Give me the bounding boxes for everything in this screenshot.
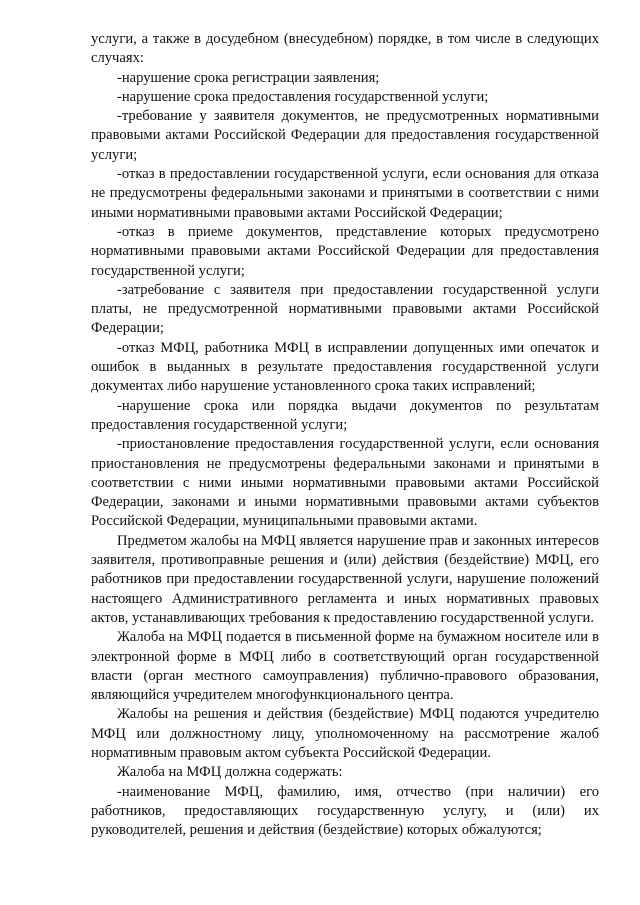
paragraph-complaint-submission: Жалоба на МФЦ подается в письменной форме на бумажном носителе или в электронной форме в МФЦ либо в соответствующий орган государственной власти (орган местного самоуправления) публично-правового образования, являющийся учредителем многофункционального центра. <box>91 629 599 704</box>
document-page <box>91 30 599 840</box>
list-item-correction-refusal: -отказ МФЦ, работника МФЦ в исправлении допущенных ими опечаток и ошибок в выданных в результате предоставления государственной услуги документах либо нарушение установленного срока таких исправлений; <box>91 339 599 395</box>
list-item-registration-deadline: -нарушение срока регистрации заявления; <box>117 69 380 86</box>
list-item-service-suspension: -приостановление предоставления государственной услуги, если основания приостановления не предусмотрены федеральными законами и принятыми в соответствии с ними иными нормативными правовыми актами Российской Федерации, законами и иными нормативными правовыми актами субъектов Российской Федерации, муниципальными правовыми актами. <box>91 436 599 530</box>
list-item-document-acceptance-refusal: -отказ в приеме документов, представление которых предусмотрено нормативными правовыми актами Российской Федерации для предоставления государственной услуги; <box>91 223 599 279</box>
list-item-mfc-name-and-staff: -наименование МФЦ, фамилию, имя, отчество (при наличии) его работников, предоставляющих государственную услугу, и (или) их руководителей, решения и действия (бездействие) которых обжалуются; <box>91 783 599 839</box>
paragraph-complaint-subject: Предметом жалобы на МФЦ является нарушение прав и законных интересов заявителя, противоправные решения и (или) действия (бездействие) МФЦ, его работников при предоставлении государственной услуги, нарушение положений настоящего Административного регламента и иных нормативных правовых актов, устанавливающих требования к предоставлению государственной услуги. <box>91 532 599 626</box>
list-item-service-refusal: -отказ в предоставлении государственной услуги, если основания для отказа не предусмотрены федеральными законами и принятыми в соответствии с ними иными нормативными правовыми актами Российской Федерации; <box>91 166 599 221</box>
list-item-service-deadline: -нарушение срока предоставления государственной услуги; <box>117 88 489 105</box>
list-item-unlawful-document-demand: -требование у заявителя документов, не предусмотренных нормативными правовыми актами Российской Федерации для предоставления государственной услуги; <box>91 108 599 163</box>
paragraph-appeal-cases-intro: услуги, а также в досудебном (внесудебном) порядке, в том числе в следующих случаях: <box>91 31 599 67</box>
list-item-unlawful-fee: -затребование с заявителя при предоставлении государственной услуги платы, не предусмотренной нормативными правовыми актами Российской Федерации; <box>91 281 599 337</box>
list-item-issuance-violation: -нарушение срока или порядка выдачи документов по результатам предоставления государственной услуги; <box>91 397 599 433</box>
paragraph-complaint-addressee: Жалобы на решения и действия (бездействие) МФЦ подаются учредителю МФЦ или должностному лицу, уполномоченному на рассмотрение жалоб нормативным правовым актом субъекта Российской Федерации. <box>91 706 599 761</box>
paragraph-complaint-contents-heading: Жалоба на МФЦ должна содержать: <box>117 764 343 781</box>
